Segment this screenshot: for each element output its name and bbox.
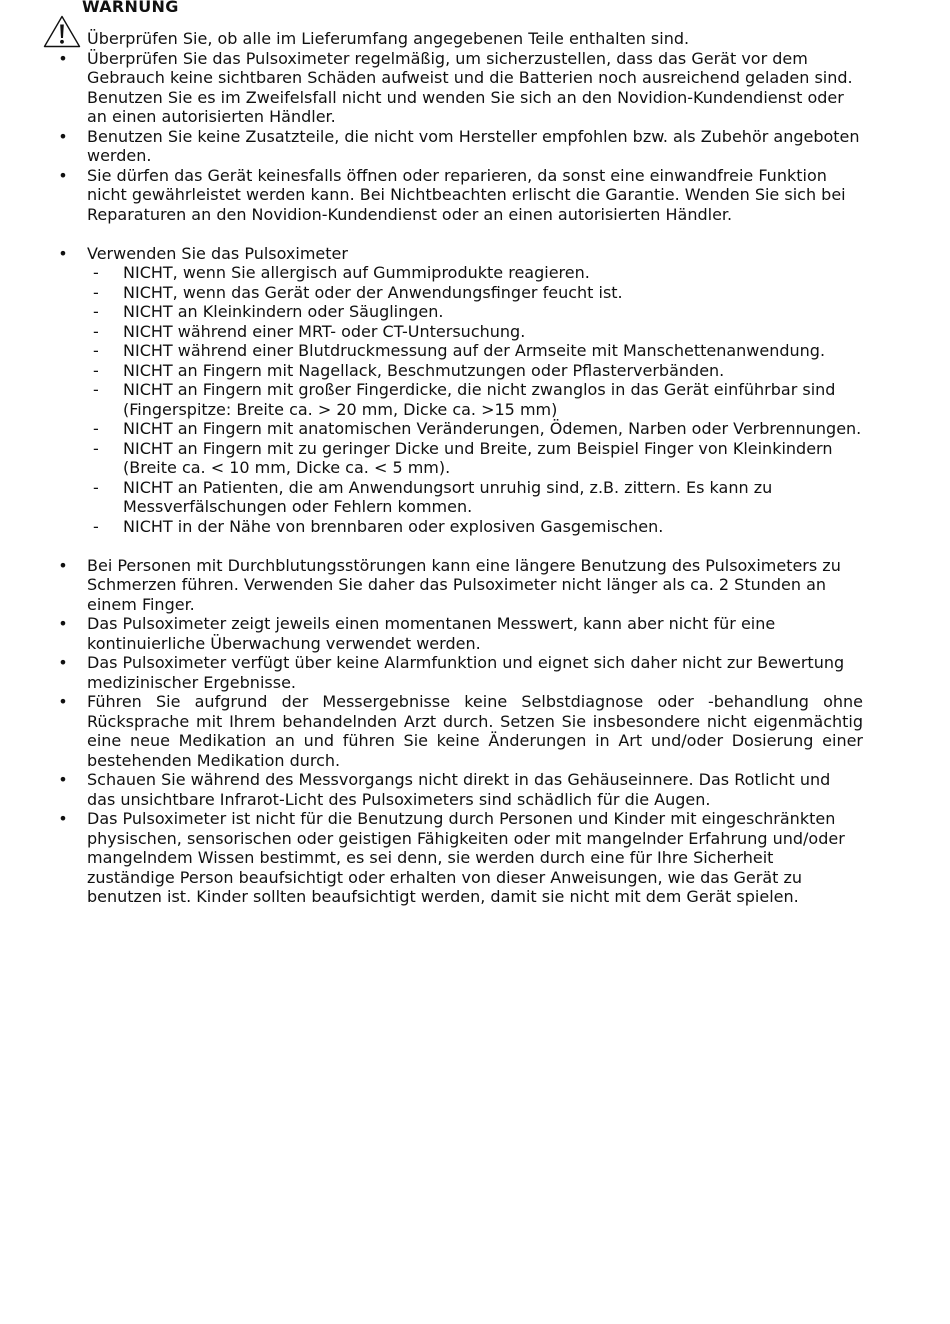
warning-list: [0, 29, 950, 907]
list-item: [0, 653, 863, 692]
spacer: [0, 536, 950, 556]
warning-header: [82, 0, 179, 17]
list-item: [0, 29, 863, 49]
dash-icon: -: [93, 321, 99, 341]
sublist-item-text: NICHT an Patienten, die am Anwendungsort unruhig sind, z.B. zittern. Es kann zu Messverfälschungen oder Fehlern kommen.: [123, 477, 773, 516]
list-item: [0, 809, 863, 907]
sublist-item-text: NICHT während einer MRT- oder CT-Untersuchung.: [123, 321, 526, 341]
sublist-item: [87, 380, 863, 419]
bullet-icon: •: [58, 48, 68, 68]
dash-icon: -: [93, 360, 99, 380]
sublist-item: [87, 302, 863, 322]
list-item-text: Das Pulsoximeter ist nicht für die Benutzung durch Personen und Kinder mit eingeschränkten physischen, sensorischen oder geistigen Fähigkeiten oder mit mangelnder Erfahrung und/oder mangelndem Wissen bestimmt, es sei denn, sie werden durch eine für Ihre Sicherheit zuständige Person beaufsichtigt oder erhalten von dieser Anweisungen, wie das Gerät zu benutzen ist. Kinder sollten beaufsichtigt werden, damit sie nicht mit dem Gerät spielen.: [87, 809, 845, 906]
list-item: [0, 614, 863, 653]
sublist-item-text: NICHT, wenn das Gerät oder der Anwendungsfinger feucht ist.: [123, 282, 623, 302]
sublist-item: [87, 341, 863, 361]
bullet-icon: •: [58, 614, 68, 633]
dash-icon: -: [93, 341, 99, 360]
list-item-text: Das Pulsoximeter verfügt über keine Alarmfunktion und eignet sich daher nicht zur Bewertung medizinischer Ergebnisse.: [87, 653, 845, 692]
sublist-item-text: NICHT während einer Blutdruckmessung auf der Armseite mit Manschettenanwendung.: [123, 341, 826, 360]
sublist-item-text: NICHT, wenn Sie allergisch auf Gummiprodukte reagieren.: [123, 263, 590, 282]
sublist-item: [87, 322, 863, 342]
list-item: [0, 770, 863, 809]
sublist-item-text: NICHT an Fingern mit zu geringer Dicke und Breite, zum Beispiel Finger von Kleinkindern (Breite ca. < 10 mm, Dicke ca. < 5 mm).: [123, 438, 833, 477]
sublist-item-text: NICHT an Fingern mit anatomischen Veränderungen, Ödemen, Narben oder Verbrennungen.: [123, 419, 862, 438]
spacer: [0, 224, 950, 244]
sublist-item-text: NICHT an Fingern mit großer Fingerdicke, die nicht zwanglos in das Gerät einführbar sind (Fingerspitze: Breite ca. > 20 mm, Dicke ca. >15 mm): [123, 380, 836, 419]
bullet-icon: •: [58, 243, 68, 263]
list-item-text: Das Pulsoximeter zeigt jeweils einen momentanen Messwert, kann aber nicht für eine kontinuierliche Überwachung verwendet werden.: [87, 614, 776, 653]
usage-sublist: [87, 263, 863, 536]
list-item-text: Bei Personen mit Durchblutungsstörungen kann eine längere Benutzung des Pulsoximeters zu Schmerzen führen. Verwenden Sie daher das Pulsoximeter nicht länger als ca. 2 Stunden an einem Finger.: [87, 555, 841, 614]
sublist-item: [87, 361, 863, 381]
sublist-item: [87, 517, 863, 537]
list-item-text: Sie dürfen das Gerät keinesfalls öffnen oder reparieren, da sonst eine einwandfreie Funktion nicht gewährleistet werden kann. Bei Nichtbeachten erlischt die Garantie. Wenden Sie sich bei Reparaturen an den Novidion-Kundendienst oder an einen autorisierten Händler.: [87, 165, 846, 224]
list-item-text: Überprüfen Sie das Pulsoximeter regelmäßig, um sicherzustellen, dass das Gerät vor dem Gebrauch keine sichtbaren Schäden aufweist und die Batterien noch ausreichend geladen sind. Benutzen Sie es im Zweifelsfall nicht und wenden Sie sich an den Novidion-Kundendienst oder an einen autorisierten Händler.: [87, 48, 853, 126]
usage-lead: Verwenden Sie das Pulsoximeter: [87, 243, 348, 263]
sublist-item: [87, 263, 863, 283]
dash-icon: -: [93, 263, 99, 282]
bullet-icon: •: [58, 770, 68, 789]
list-item: [0, 49, 863, 127]
dash-icon: -: [93, 380, 99, 399]
sublist-item: [87, 439, 863, 478]
bullet-icon: •: [58, 692, 68, 711]
list-item: [0, 127, 863, 166]
sublist-item: [87, 478, 863, 517]
sublist-item-text: NICHT in der Nähe von brennbaren oder explosiven Gasgemischen.: [123, 516, 664, 536]
bullet-icon: •: [58, 809, 68, 828]
list-item: [0, 166, 863, 225]
list-item-text: Schauen Sie während des Messvorgangs nicht direkt in das Gehäuseinnere. Das Rotlicht und das unsichtbare Infrarot-Licht des Pulsoximeters sind schädlich für die Augen.: [87, 770, 831, 809]
dash-icon: -: [93, 438, 99, 458]
list-item-text: Führen Sie aufgrund der Messergebnisse keine Selbstdiagnose oder -behandlung ohne Rücksprache mit Ihrem behandelnden Arzt durch. Setzen Sie insbesondere nicht eigenmächtig eine neue Medikation an und führen Sie keine Änderungen in Art und/oder Dosierung einer bestehenden Medikation durch.: [87, 692, 863, 770]
bullet-icon: •: [58, 165, 68, 185]
dash-icon: -: [93, 516, 99, 536]
bullet-icon: •: [58, 653, 68, 672]
dash-icon: -: [93, 302, 99, 321]
warning-heading: WARNUNG: [82, 0, 179, 16]
dash-icon: -: [93, 282, 99, 302]
dash-icon: -: [93, 477, 99, 497]
dash-icon: -: [93, 419, 99, 438]
list-item-text: Überprüfen Sie, ob alle im Lieferumfang angegebenen Teile enthalten sind.: [87, 29, 690, 48]
sublist-item-text: NICHT an Kleinkindern oder Säuglingen.: [123, 302, 444, 321]
list-item: [0, 692, 863, 770]
sublist-item-text: NICHT an Fingern mit Nagellack, Beschmutzungen oder Pflasterverbänden.: [123, 360, 725, 380]
list-item-text: Benutzen Sie keine Zusatzteile, die nicht vom Hersteller empfohlen bzw. als Zubehör angeboten werden.: [87, 126, 860, 165]
usage-list-item: [0, 244, 863, 537]
list-item: [0, 556, 863, 615]
bullet-icon: •: [58, 126, 68, 146]
sublist-item: [87, 419, 863, 439]
bullet-icon: •: [58, 555, 68, 575]
sublist-item: [87, 283, 863, 303]
